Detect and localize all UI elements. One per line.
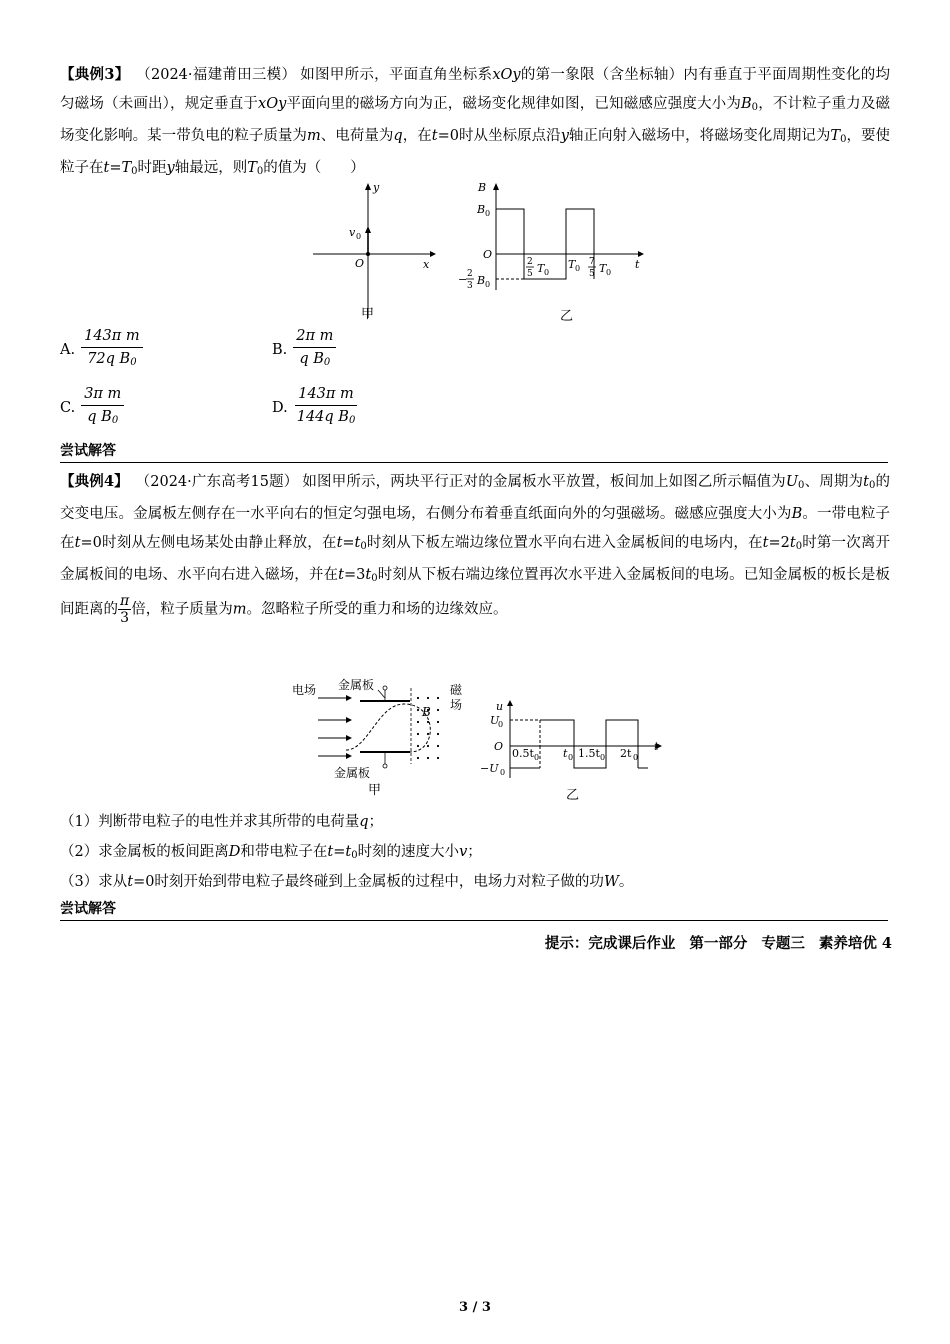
- tick-sub: 0: [600, 753, 606, 762]
- example4-text: [60, 467, 890, 626]
- text-seg: 判断带电粒子的电性并求其所带的电荷量: [98, 814, 360, 830]
- text-seg: =0时刻从左侧电场某处由静止释放，在: [80, 535, 337, 551]
- var-xoy: xOy: [492, 67, 521, 83]
- t-label: t: [635, 258, 640, 271]
- option-b[interactable]: [272, 326, 336, 373]
- text-seg: =: [109, 160, 122, 176]
- var-b: B: [791, 506, 803, 522]
- text-seg: 的值为（ ）: [263, 160, 365, 176]
- option-d-fraction: [294, 384, 359, 431]
- t-axis-arrow: [638, 251, 644, 257]
- negb0-sub: 0: [485, 280, 491, 289]
- page-number: 3 / 3: [459, 1300, 491, 1315]
- q-num: （2）: [60, 844, 99, 860]
- caption-yi: 乙: [566, 788, 580, 803]
- b-label: B: [478, 181, 487, 194]
- sub: 0: [795, 541, 803, 552]
- example3-source: （2024·福建莆田三模）: [143, 67, 297, 83]
- tick-7-5-t: T: [599, 262, 607, 275]
- hint-label: 提示：完成课后作业: [544, 935, 676, 952]
- frac-num: 3π m: [81, 384, 124, 406]
- var-t: t: [863, 474, 869, 490]
- text-seg: =: [342, 535, 355, 551]
- var-t: t: [338, 567, 344, 583]
- origin-label: O: [494, 740, 504, 753]
- text-seg: 如图甲所示，平面直角坐标系: [300, 67, 493, 83]
- sub: 0: [798, 480, 805, 491]
- var-t: t: [327, 844, 334, 860]
- v0-sub: 0: [356, 232, 362, 241]
- text-seg: 、电荷量为: [320, 128, 394, 144]
- example4-tag: 【典例4】: [60, 473, 129, 490]
- v0-label: v: [349, 226, 356, 239]
- mfield-label-2: 场: [450, 698, 463, 712]
- var-q: q: [393, 128, 403, 144]
- var-y: y: [166, 160, 175, 176]
- tick-7-5-sub: 0: [606, 268, 612, 277]
- var-d: D: [228, 844, 241, 860]
- arrowhead: [346, 695, 352, 701]
- text-seg: 时刻从下板左端边缘位置水平向右进入金属板间的电场内，在: [366, 535, 763, 551]
- var-u: U: [785, 474, 799, 490]
- option-a-label: A.: [60, 341, 76, 358]
- sub: 0: [751, 102, 759, 113]
- y-label: y: [373, 181, 380, 194]
- trajectory: [346, 704, 430, 752]
- var-t: t: [431, 128, 438, 144]
- frac-num: 2π m: [293, 326, 336, 348]
- frac-num: π: [120, 593, 130, 609]
- neg-sign: −: [458, 273, 468, 286]
- var-y: y: [560, 128, 569, 144]
- frac-num: 143π m: [295, 384, 357, 406]
- tick-sub: 0: [534, 753, 540, 762]
- question-1: [60, 808, 890, 837]
- sub: 0: [256, 166, 264, 177]
- q-num: （1）: [60, 814, 99, 830]
- tick-0-5: 0.5t: [512, 747, 534, 760]
- tick-7-5-num: 7: [589, 257, 595, 267]
- frac-den: 72q B: [87, 351, 131, 367]
- text-seg: 平面向里的磁场方向为正，磁场变化规律如图，已知磁感应强度大小为: [286, 96, 742, 112]
- top-terminal-dot: [383, 686, 387, 690]
- text-seg: 如图甲所示，两块平行正对的金属板水平放置，板间加上如图乙所示幅值为: [302, 474, 786, 490]
- text-seg: =3: [344, 567, 366, 583]
- tick-1-5: 1.5t: [578, 747, 600, 760]
- hint-section: 素养培优 4: [818, 935, 892, 952]
- frac-3-den: 3: [467, 281, 473, 291]
- plate-bottom-label: 金属板: [334, 766, 371, 780]
- ex4-figure-jia: [288, 676, 473, 801]
- text-seg: 的第一象限（含坐标轴）内有垂直于平面周期性变化的均匀磁场（未画出），规定垂直于: [60, 67, 891, 112]
- var-m: m: [232, 601, 247, 618]
- tick-2-5-t: T: [537, 262, 545, 275]
- example4-source: （2024·广东高考15题）: [142, 474, 299, 490]
- example3-tag: 【典例3】: [60, 66, 130, 83]
- efield-label: 电场: [292, 683, 317, 697]
- frac-den: 3: [120, 610, 130, 626]
- leader-line: [378, 690, 385, 698]
- var-v: v: [459, 844, 468, 860]
- option-c[interactable]: [60, 384, 124, 431]
- frac-2-num: 2: [467, 269, 473, 279]
- negb0-label: B: [477, 274, 486, 287]
- sub: 0: [360, 541, 367, 552]
- sub: 0: [840, 134, 847, 145]
- sub: 0: [111, 415, 119, 426]
- origin-label: O: [483, 248, 493, 261]
- text-seg: =0时刻开始到带电粒子最终碰到上金属板的过程中，电场力对粒子做的功: [133, 874, 604, 890]
- tick-2-5-num: 2: [527, 257, 533, 267]
- option-c-fraction: [81, 384, 124, 431]
- text-seg: 时刻从下板右端边缘位置再次水平进入金属板间的电场。已知金属板的板长是板间距离的: [60, 567, 890, 618]
- frac-num: 143π m: [81, 326, 143, 348]
- origin-dot: [366, 252, 370, 256]
- answer-label: 尝试解答: [60, 901, 116, 917]
- x-label: x: [423, 258, 430, 271]
- text-seg: 。: [618, 874, 634, 890]
- tick-t0: T: [568, 258, 576, 271]
- text-seg: 。忽略粒子所受的重力和场的边缘效应。: [246, 601, 508, 618]
- caption-jia: 甲: [361, 307, 375, 322]
- arrowhead: [346, 717, 352, 723]
- text-seg: ，在: [402, 128, 432, 144]
- y-axis-arrow: [365, 183, 371, 190]
- u-axis-arrow: [507, 700, 513, 706]
- hint-part: 第一部分: [689, 935, 748, 952]
- b-axis-arrow: [493, 183, 499, 190]
- tick-2-5-den: 5: [527, 269, 533, 279]
- var-t0: T: [121, 160, 132, 176]
- var-q: q: [359, 814, 369, 830]
- frac-den: 144q B: [296, 409, 349, 425]
- option-b-label: B.: [272, 341, 288, 358]
- sub: 0: [323, 357, 331, 368]
- caption-yi: 乙: [560, 309, 574, 324]
- var-t0: T: [830, 128, 841, 144]
- u0-label: U: [490, 714, 500, 727]
- ex3-figure-yi: [452, 178, 652, 328]
- option-a-fraction: [81, 326, 143, 373]
- var-t: t: [789, 535, 796, 551]
- text-seg: 时第一次离开金属板间的电场、水平向右进入磁场，并在: [60, 535, 891, 583]
- text-seg: 。一带电粒子在: [60, 506, 891, 551]
- text-seg: 求金属板的板间距离: [98, 844, 229, 860]
- arrowhead: [346, 735, 352, 741]
- u0-sub: 0: [498, 720, 504, 729]
- q-num: （3）: [60, 874, 99, 890]
- text-seg: 求从: [98, 874, 128, 890]
- neg-u0-label: −U: [480, 762, 499, 775]
- hint-topic: 专题三: [761, 935, 805, 952]
- ex4-answer-line[interactable]: [60, 898, 888, 921]
- var-t: t: [336, 535, 343, 551]
- text-seg: =2: [768, 535, 790, 551]
- var-t: t: [127, 874, 134, 890]
- velocity-arrowhead: [365, 226, 371, 233]
- ex3-figure-jia: [305, 178, 445, 328]
- text-seg: =0时从坐标原点沿: [437, 128, 561, 144]
- question-2: [60, 838, 890, 870]
- neg-u0-sub: 0: [500, 768, 506, 777]
- x-axis-arrow: [430, 251, 436, 257]
- text-seg: ，要使粒子在: [60, 128, 891, 176]
- plate-top-label: 金属板: [338, 678, 375, 692]
- text-seg: 轴正向射入磁场中，将磁场变化周期记为: [568, 128, 831, 144]
- var-t0: T: [247, 160, 257, 176]
- answer-label: 尝试解答: [60, 443, 116, 459]
- text-seg: 时距: [137, 160, 167, 176]
- frac-den: q B: [87, 409, 112, 425]
- sub: 0: [371, 573, 378, 584]
- b-field-label: B: [422, 705, 431, 719]
- b0-label: B: [477, 203, 486, 216]
- tick-7-5-den: 5: [589, 269, 595, 279]
- sub: 0: [131, 166, 138, 177]
- text-seg: 和带电粒子在: [240, 844, 328, 860]
- tick-2: 2t: [620, 747, 632, 760]
- option-b-fraction: [293, 326, 336, 373]
- text-seg: 时刻的速度大小: [357, 844, 460, 860]
- tick-t0-sub: 0: [575, 264, 581, 273]
- var-xoy: xOy: [258, 96, 287, 112]
- sub: 0: [348, 415, 356, 426]
- text-seg: 、周期为: [804, 474, 864, 490]
- var-b: B: [741, 96, 752, 112]
- var-m: m: [306, 128, 321, 144]
- frac-den: q B: [299, 351, 324, 367]
- sub: 0: [351, 850, 358, 861]
- arrowhead: [346, 753, 352, 759]
- tick-1: t: [563, 747, 568, 760]
- var-t: t: [354, 535, 361, 551]
- bottom-terminal-dot: [383, 764, 387, 768]
- b0-sub: 0: [485, 209, 491, 218]
- option-a[interactable]: [60, 326, 143, 373]
- text-seg: 倍，粒子质量为: [131, 601, 233, 618]
- text-seg: ，不计粒子重力及磁场变化影响。某一带负电的粒子质量为: [60, 96, 891, 144]
- tick-2-5-sub: 0: [544, 268, 550, 277]
- var-w: W: [603, 874, 619, 890]
- caption-jia: 甲: [368, 783, 382, 798]
- u-label: u: [496, 700, 504, 713]
- pi-over-3: [118, 593, 131, 626]
- text-seg: 轴最远，则: [174, 160, 248, 176]
- question-3: [60, 868, 890, 897]
- text-seg: ；: [368, 814, 384, 830]
- text-seg: 的交变电压。金属板左侧存在一水平向右的恒定匀强电场，右侧分布着垂直纸面向外的匀强磁场。磁感应强度大小为: [60, 474, 891, 522]
- option-c-label: C.: [60, 399, 76, 416]
- origin-label: O: [355, 257, 365, 270]
- mfield-label-1: 磁: [450, 683, 463, 697]
- example3-text: [60, 60, 890, 186]
- option-d-label: D.: [272, 399, 288, 416]
- text-seg: ；: [467, 844, 482, 860]
- tick-sub: 0: [568, 753, 574, 762]
- homework-hint: [545, 932, 892, 953]
- var-t: t: [365, 567, 372, 583]
- ex4-figure-yi: [478, 696, 668, 804]
- sub: 0: [869, 480, 876, 491]
- option-d[interactable]: [272, 384, 358, 431]
- u-waveform: [540, 720, 638, 768]
- sub: 0: [130, 357, 137, 368]
- var-t: t: [762, 535, 769, 551]
- var-t: t: [103, 160, 110, 176]
- var-t: t: [74, 535, 81, 551]
- tick-sub: 0: [633, 753, 639, 762]
- var-t: t: [345, 844, 352, 860]
- text-seg: =: [333, 844, 346, 860]
- ex3-answer-line[interactable]: [60, 440, 888, 463]
- t-label: t: [654, 740, 659, 753]
